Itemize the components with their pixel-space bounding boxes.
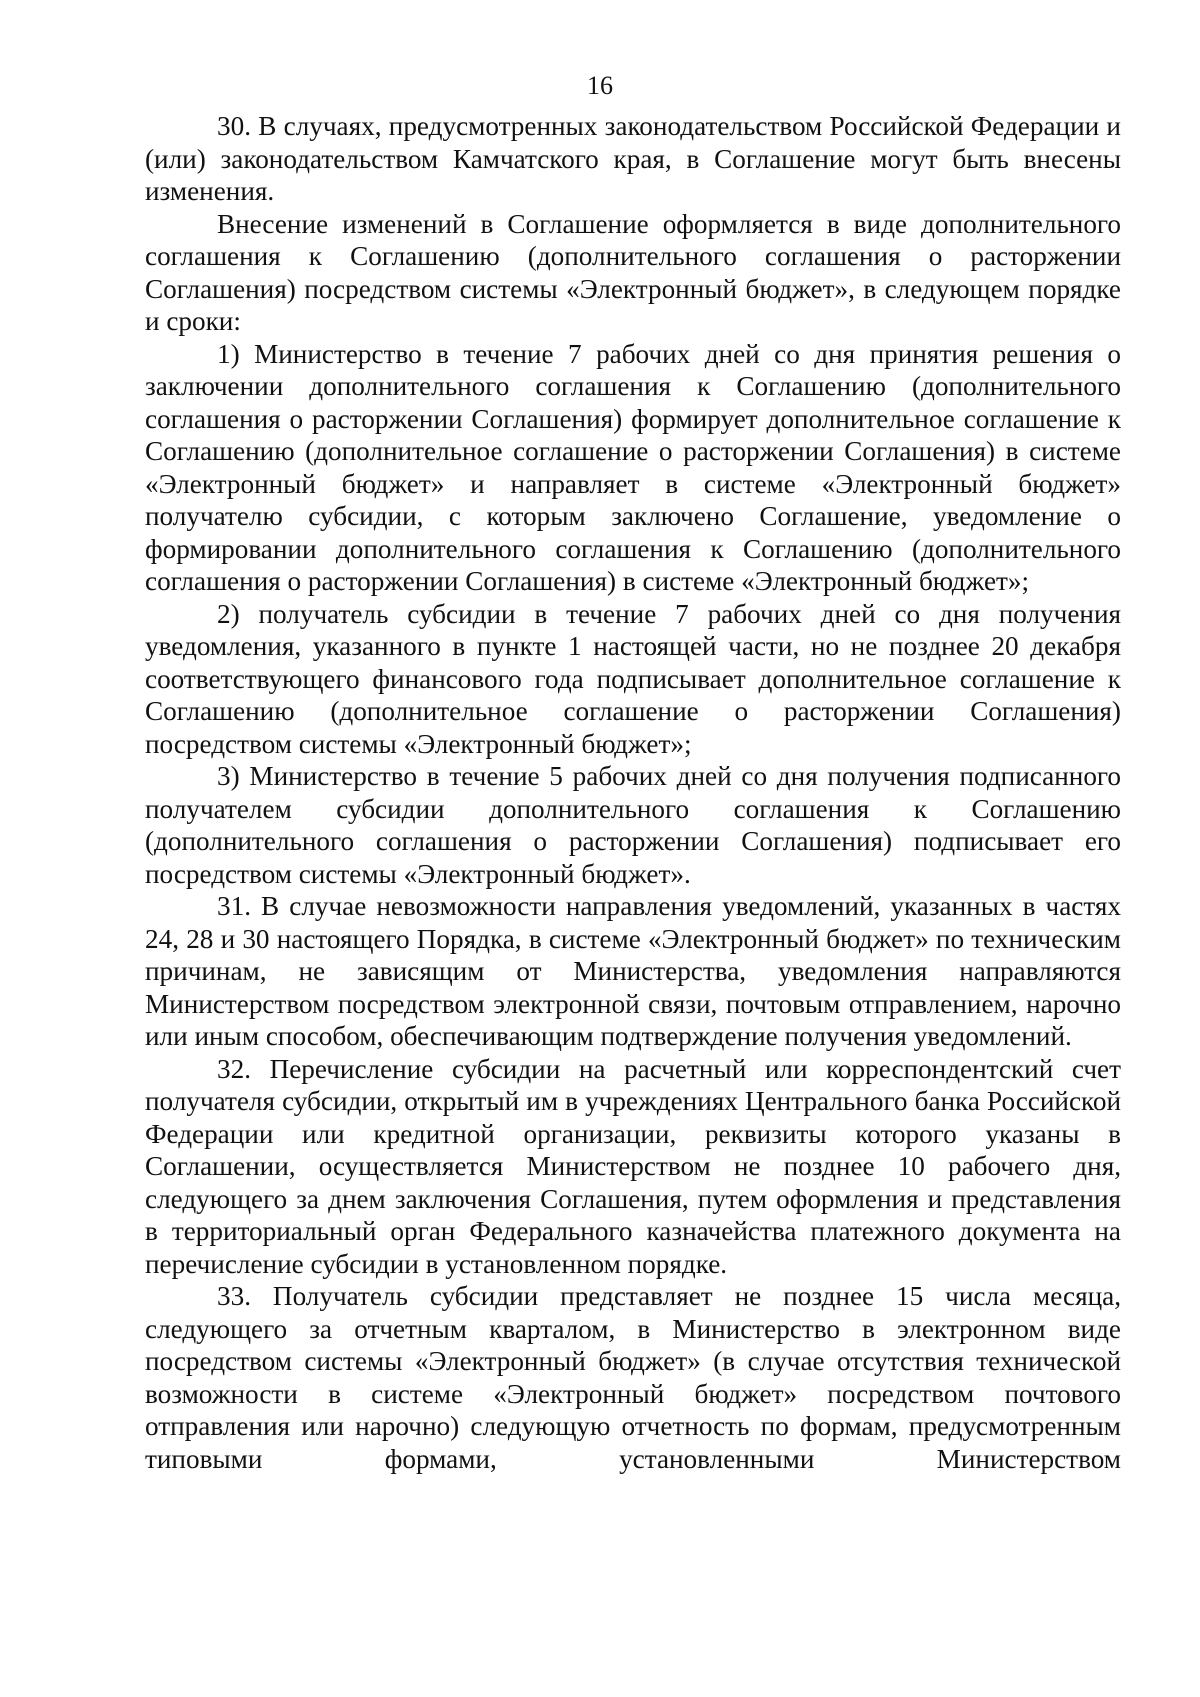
document-body xyxy=(145,110,1121,1475)
paragraph-31: 31. В случае невозможности направления уведомлений, указанных в частях 24, 28 и 30 настоящего Порядка, в системе «Электронный бюджет» по техническим причинам, не зависящим от Министерства, уведомления направляются Министерством посредством электронной связи, почтовым отправлением, нарочно или иным способом, обеспечивающим подтверждение получения уведомлений. xyxy=(145,891,1121,1051)
paragraph-item-3: 3) Министерство в течение 5 рабочих дней со дня получения подписанного получателем субсидии дополнительного соглашения к Соглашению (дополнительного соглашения о расторжении Соглашения) подписывает его посредством системы «Электронный бюджет». xyxy=(145,761,1121,889)
paragraph-amendment-procedure: Внесение изменений в Соглашение оформляется в виде дополнительного соглашения к Соглашению (дополнительного соглашения о расторжении Соглашения) посредством системы «Электронный бюджет», в следующем порядке и сроки: xyxy=(145,208,1121,336)
paragraph-30: 30. В случаях, предусмотренных законодательством Российской Федерации и (или) законодательством Камчатского края, в Соглашение могут быть внесены изменения. xyxy=(145,111,1121,206)
paragraph-32: 32. Перечисление субсидии на расчетный или корреспондентский счет получателя субсидии, открытый им в учреждениях Центрального банка Российской Федерации или кредитной организации, реквизиты которого указаны в Соглашении, осуществляется Министерством не позднее 10 рабочего дня, следующего за днем заключения Соглашения, путем оформления и представления в территориальный орган Федерального казначейства платежного документа на перечисление субсидии в установленном порядке. xyxy=(145,1053,1121,1279)
paragraph-item-1: 1) Министерство в течение 7 рабочих дней со дня принятия решения о заключении дополнительного соглашения к Соглашению (дополнительного соглашения о расторжении Соглашения) формирует дополнительное соглашение к Соглашению (дополнительное соглашение о расторжении Соглашения) в системе «Электронный бюджет» и направляет в системе «Электронный бюджет» получателю субсидии, с которым заключено Соглашение, уведомление о формировании дополнительного соглашения к Соглашению (дополнительного соглашения о расторжении Соглашения) в системе «Электронный бюджет»; xyxy=(145,338,1121,596)
paragraph-33: 33. Получатель субсидии представляет не позднее 15 числа месяца, следующего за отчетным кварталом, в Министерство в электронном виде посредством системы «Электронный бюджет» (в случае отсутствия технической возможности в системе «Электронный бюджет» посредством почтового отправления или нарочно) следующую отчетность по формам, предусмотренным типовыми формами, установленными Министерством xyxy=(145,1281,1121,1474)
page-number: 16 xyxy=(587,71,613,100)
paragraph-item-2: 2) получатель субсидии в течение 7 рабочих дней со дня получения уведомления, указанного в пункте 1 настоящей части, но не позднее 20 декабря соответствующего финансового года подписывает дополнительное соглашение к Соглашению (дополнительное соглашение о расторжении Соглашения) посредством системы «Электронный бюджет»; xyxy=(145,598,1121,759)
